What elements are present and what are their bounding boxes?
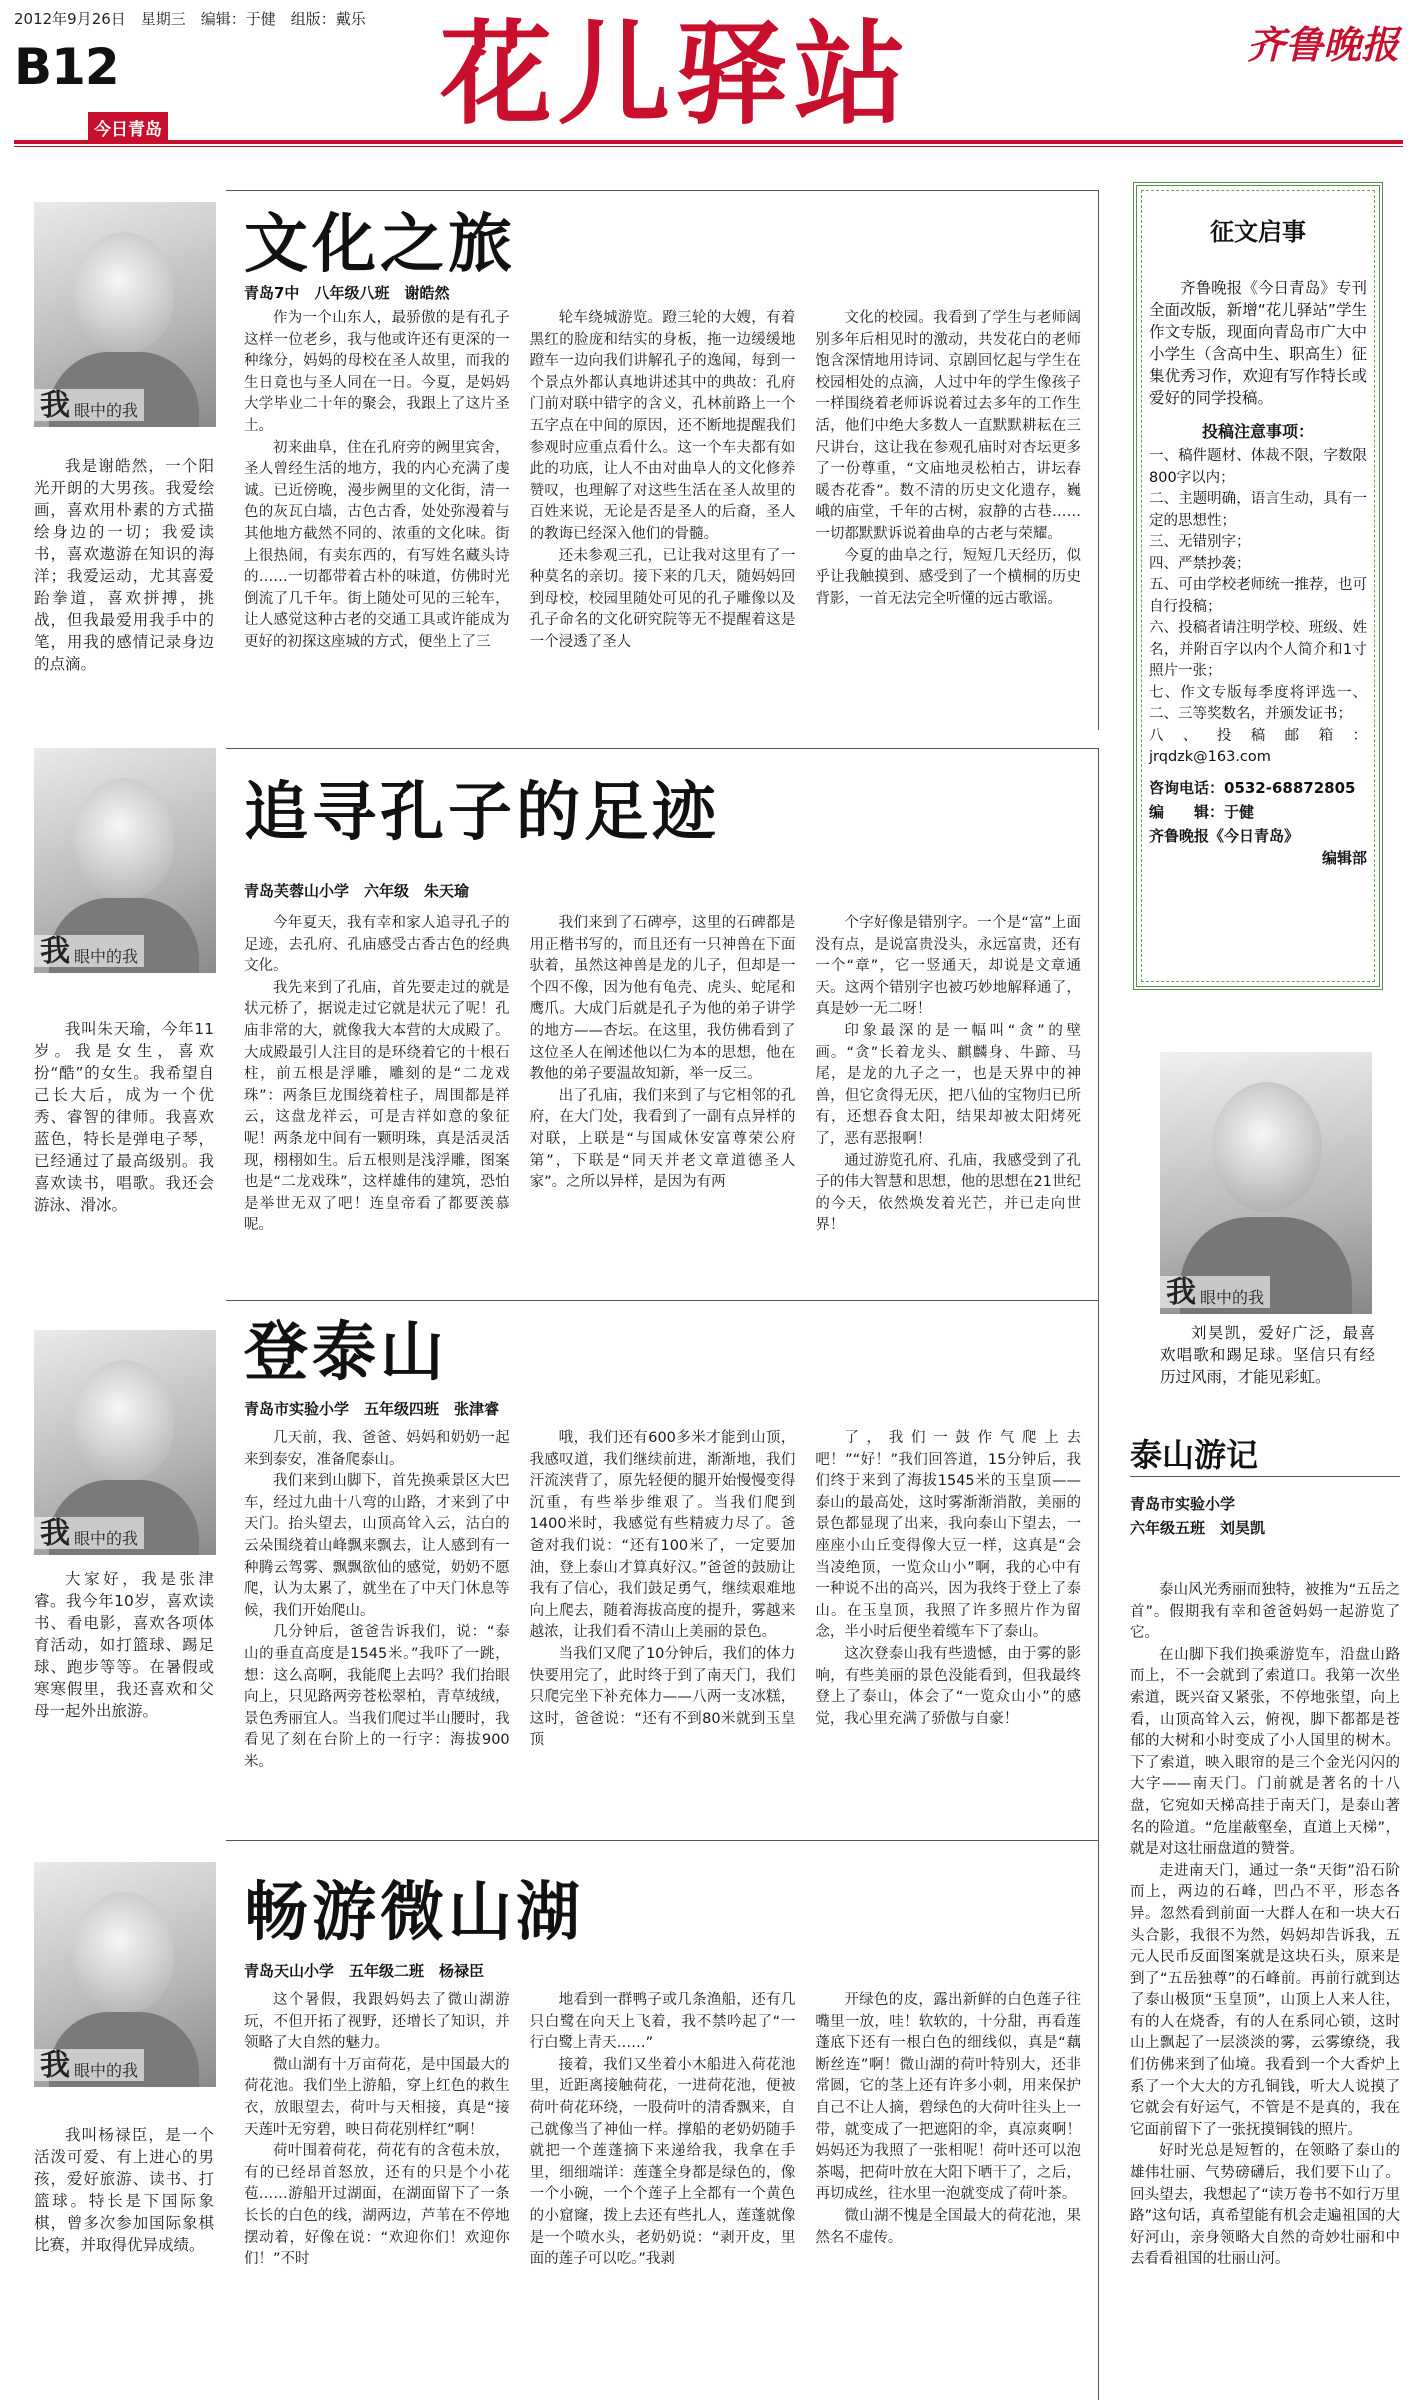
article-byline: 青岛市实验小学 五年级四班 张津睿 [244,1400,500,1418]
notice-title: 征文启事 [1210,218,1306,246]
article-byline: 青岛7中 八年级八班 谢皓然 [244,284,450,302]
body-column: 今年夏天，我有幸和家人追寻孔子的足迹，去孔府、孔庙感受古香古色的经典文化。 我先来到了孔庙，首先要走过的就是状元桥了，据说走过它就是状元了呢！孔庙非常的大，就像我大本营的大成殿了。大成殿最引人注目的是环绕着它的十根石柱，前五根是浮雕，雕刻的是“二龙戏珠”：两条巨龙围绕着柱子，周围都是祥云，这盘龙祥云，可是吉祥如意的象征呢！两条龙中间有一颗明珠，真是活灵活现，栩栩如生。后五根则是浅浮雕，图案也是“二龙戏珠”，这样雄伟的建筑，恐怕是举世无双了吧！连皇帝看了都要羡慕呢。 [244,915,510,1234]
author-photo [34,202,216,427]
article-1 [14,190,1099,730]
notice-intro: 齐鲁晚报《今日青岛》专刊全面改版，新增“花儿驿站”学生作文专版，现面向青岛市广大中小学生（含高中生、职高生）征集优秀习作，欢迎有写作特长或爱好的同学投稿。 [1149,279,1367,407]
author-bio: 刘昊凯，爱好广泛，最喜欢唱歌和踢足球。坚信只有经历过风雨，才能见彩虹。 [1160,1324,1375,1386]
author-bio: 我叫杨禄臣，是一个活泼可爱、有上进心的男孩，爱好旅游、读书、打篮球。特长是下国际象棋，曾多次参加国际象棋比赛，并取得优异成绩。 [34,2126,214,2254]
body-column: 我们来到了石碑亭，这里的石碑都是用正楷书写的，而且还有一只神兽在下面驮着，虽然这神兽是龙的儿子，但却是一个四不像，因为他有龟壳、虎头、蛇尾和鹰爪。大成门后就是孔子为他的弟子讲学的地方——杏坛。在这里，我仿佛看到了这位圣人在阐述他以仁为本的思想，他在教他的弟子要温故知新，举一反三。 出了孔庙，我们来到了与它相邻的孔府，在大门处，我看到了一副有点异样的对联，上联是“与国咸休安富尊荣公府第”，下联是“同天并老文章道德圣人家”。之所以异样，是因为有两 [529,915,796,1191]
header-rule-thin [14,146,1403,147]
notice-rule: 二、主题明确，语言生动，具有一定的思想性； [1149,491,1367,529]
author-photo [1160,1052,1372,1314]
author-photo [34,1862,216,2087]
body-column: 这个暑假，我跟妈妈去了微山湖游玩，不但开拓了视野，还增长了知识，并领略了大自然的魅力。 微山湖有十万亩荷花，是中国最大的荷花池。我们坐上游船，穿上红色的救生衣，放眼望去，荷叶与天相接，真是“接天莲叶无穷碧，映日荷花别样红”啊！ 荷叶围着荷花，荷花有的含苞未放，有的已经昂首怒放，还有的只是个小花苞……游船开过湖面，在湖面留下了一条长长的白色的线，湖两边，芦苇在不停地摆动着，好像在说：“欢迎你们！欢迎你们！”不时 [244,1992,510,2268]
body-column: 轮车绕城游览。蹬三轮的大嫂，有着黑红的脸庞和结实的身板，拖一边缓缓地蹬车一边向我们讲解孔子的逸闻，每到一个景点外都认真地讲述其中的典故：孔府门前对联中错字的含义，孔林前路上一个五字点在中间的原因，还不断地提醒我们参观时应重点看什么。这一个车夫都有如此的功底，让人不由对曲阜人的文化修养赞叹，也理解了对这些生活在圣人故里的百姓来说，无论是否是圣人的后裔，圣人的教诲已经深入他们的骨髓。 还未参观三孔，已让我对这里有了一种莫名的亲切。接下来的几天，随妈妈回到母校，校园里随处可见的孔子雕像以及孔子命名的文化研究院等无不提醒着这是一个浸透了圣人 [529,310,796,650]
photo-caption: 我 眼中的我 [34,1517,144,1549]
notice-rule: 三、无错别字； [1149,534,1251,550]
article-byline: 青岛天山小学 五年级二班 杨禄臣 [244,1962,485,1980]
body-column: 文化的校园。我看到了学生与老师阔别多年后相见时的激动，共发花白的老师饱含深情地用诗词、京剧回忆起与学生在校园相处的点滴，人过中年的学生像孩子一样围绕着老师诉说着过去多年的工作生活，他们中绝大多数人一直默默耕耘在三尺讲台，这让我在参观孔庙时对杏坛更多了一份尊重，“文庙地灵松柏古，讲坛春暖杏花香”。数不清的历史文化遗存，巍峨的庙堂，千年的古树，寂静的古巷……一切都默默诉说着曲阜的古老与荣耀。 今夏的曲阜之行，短短几天经历，似乎让我触摸到、感受到了一个横桐的历史背影，一首无法完全听懂的远古歌谣。 [815,310,1081,607]
notice-rules-title: 投稿注意事项： [1201,422,1314,441]
photo-caption: 我 眼中的我 [34,2049,144,2081]
photo-caption: 我 眼中的我 [1160,1276,1270,1308]
call-for-submissions [1133,182,1383,990]
photo-caption: 我 眼中的我 [34,935,144,967]
page-number: B12 [14,38,119,96]
article-title: 追寻孔子的足迹 [244,775,720,850]
sidebar-article-body: 泰山风光秀丽而独特，被推为“五岳之首”。假期我有幸和爸爸妈妈一起游览了它。 在山脚下我们换乘游览车，沿盘山路而上，不一会就到了索道口。我第一次坐索道，既兴奋又紧张，不停地张望，向上看，山顶高耸入云，俯视，脚下都都是苍郁的大树和小时变成了小人国里的树木。下了索道，映入眼帘的是三个金光闪闪的大字——南天门。门前就是著名的十八盘，它宛如天梯高挂于南天门，是泰山著名的险道。“危崖蔽壑垒，直道上天梯”，就是对这壮丽盘道的赞誉。 走进南天门，通过一条“天街”沿石阶而上，两边的石峰，凹凸不平，形态各异。忽然看到前面一大群人在和一块大石头合影，我很不为然，妈妈却告诉我，五元人民币反面图案就是这块石头，原来是到了“五岳独尊”的石峰前。再前行就到达了泰山极顶“玉皇顶”，山顶上人来人往，有的人在烧香，有的人在系同心锁，这时山上飘起了一层淡淡的雾，云雾缭绕，我们仿佛来到了仙境。我看到一个大香炉上系了一个大大的方孔铜钱，听大人说摸了它就会有好运气，不管是不是真的，我在它面前留下了一张抚摸铜钱的照片。 好时光总是短暂的，在领略了泰山的雄伟壮丽、气势磅礴后，我们要下山了。回头望去，我想起了“读万卷书不如行万里路”这句话，真希望能有机会走遍祖国的大好河山，亲身领略大自然的奇妙壮丽和中去看看祖国的壮丽山河。 [1130,1582,1400,2268]
sidebar-title-rule [1130,1476,1400,1477]
article-title: 登泰山 [244,1315,448,1390]
notice-rule: 五、可由学校老师统一推荐，也可自行投稿； [1149,577,1367,615]
author-bio: 我叫朱天瑜，今年11岁。我是女生，喜欢扮“酷”的女生。我希望自己长大后，成为一个优秀、睿智的律师。我喜欢蓝色，特长是弹电子琴，已经通过了最高级别。我喜欢读书，唱歌。我还会游泳、滑冰。 [34,1020,214,1214]
sidebar-article-byline: 青岛市实验小学 六年级五班 刘昊凯 [1130,1495,1266,1537]
body-column: 哦，我们还有600多米才能到山顶，我感叹道，我们继续前进，渐渐地，我们汗流浃背了，原先轻便的腿开始慢慢变得沉重，有些举步维艰了。当我们爬到1400米时，我感觉有些精疲力尽了。爸爸对我们说：“还有100米了，一定要加油，登上泰山才算真好汉。”爸爸的鼓励让我有了信心，我们鼓足勇气，继续艰难地向上爬去，随着海拔高度的提升，雾越来越浓，让我们看不清山上美丽的景色。 当我们又爬了10分钟后，我们的体力快要用完了，此时终于到了南天门，我们只爬完坐下补充体力——八两一支冰糕，这时，爸爸说：“还有不到80米就到玉皇顶 [529,1430,796,1749]
article-3 [14,1300,1099,1840]
notice-rule: 六、投稿者请注明学校、班级、姓名，并附百字以内个人简介和1寸照片一张； [1149,620,1367,679]
section-badge: 今日青岛 [88,112,168,142]
notice-rule: 一、稿件题材、体裁不限，字数限800字以内； [1149,448,1367,486]
article-title: 畅游微山湖 [244,1875,584,1950]
author-photo [34,748,216,973]
photo-caption: 我 眼中的我 [34,389,144,421]
body-column: 个字好像是错别字。一个是“富”上面没有点，是说富贵没头，永远富贵，还有一个“章”，它一竖通天，却说是文章通天。这两个错别字也被巧妙地解释通了，真是妙一无二呀！ 印象最深的是一幅叫“贪”的壁画。“贪”长着龙头、麒麟身、牛蹄、马尾，是龙的九子之一，也是天界中的神兽，但它贪得无厌，把八仙的宝物归已所有，还想吞食太阳，结果却被太阳烤死了，恶有恶报啊！ 通过游览孔府、孔庙，我感受到了孔子的伟大智慧和思想，他的思想在21世纪的今天，依然焕发着光芒，并已走向世界！ [815,915,1081,1234]
notice-email: 八、投稿邮箱：jrqdzk@163.com [1149,727,1367,765]
body-column: 几天前，我、爸爸、妈妈和奶奶一起来到泰安，准备爬泰山。 我们来到山脚下，首先换乘景区大巴车，经过九曲十八弯的山路，才来到了中天门。抬头望去，山顶高耸入云，沽白的云朵围绕着山峰飘来飘去，让人感到有一种腾云驾雾、飘飘欲仙的感觉，奶奶不愿爬，认为太累了，就坐在了中天门休息等候，我们开始爬山。 几分钟后，爸爸告诉我们，说：“泰山的垂直高度是1545米。”我吓了一跳，想：这么高啊，我能爬上去吗？我们抬眼向上，只见路两旁苍松翠柏，青草绒绒，景色秀丽宜人。当我们爬过半山腰时，我看见了刻在台阶上的一行字：海拔900米。 [244,1430,510,1770]
notice-rule: 七、作文专版每季度将评选一、二、三等奖数名，并颁发证书； [1149,684,1367,722]
notice-editor: 编 辑：于健 [1149,802,1255,821]
article-byline: 青岛芙蓉山小学 六年级 朱天瑜 [244,882,470,900]
notice-rule: 四、严禁抄袭； [1149,555,1251,572]
page-title: 花儿驿站 [440,9,912,140]
brand-logo: 齐鲁晚报 [1246,22,1399,67]
author-bio: 我是谢皓然，一个阳光开朗的大男孩。我爱绘画，喜欢用朴素的方式描绘身边的一切；我爱读书，喜欢遨游在知识的海洋；我爱运动，尤其喜爱跆拳道，喜欢拼搏，挑战，但我最爱用我手中的笔，用我的感情记录身边的点滴。 [34,457,214,673]
article-title: 文化之旅 [244,207,516,282]
body-column: 开绿色的皮，露出新鲜的白色莲子往嘴里一放，哇！软软的，十分甜，再看莲蓬底下还有一根白色的细线似，真是“藕断丝连”啊！微山湖的荷叶特别大，还非常圆，它的茎上还有许多小刺，用来保护自己不让人摘，碧绿色的大荷叶往头上一带，就变成了一把遮阳的伞，真凉爽啊！妈妈还为我照了一张相呢！荷叶还可以泡茶喝，把荷叶放在大阳下晒干了，之后，再切成丝，往水里一泡就变成了荷叶茶。 微山湖不愧是全国最大的荷花池，果然名不虚传。 [815,1992,1081,2246]
date-line: 2012年9月26日 星期三 编辑：于健 组版：戴乐 [14,10,366,28]
article-4 [14,1840,1099,2400]
body-column: 地看到一群鸭子或几条渔船，还有几只白鹭在向天上飞着，我不禁吟起了“一行白鹭上青天……” 接着，我们又坐着小木船进入荷花池里，近距离接触荷花，一进荷花池，便被荷叶荷花环绕，一股荷叶的清香飘来，自己就像当了神仙一样。撑船的老奶奶随手就把一个莲蓬摘下来递给我，我拿在手里，细细端详：莲蓬全身都是绿色的，像一个小碗，一个个莲子上全都有一个黄色的小窟窿，拨上去还有些扎人，莲蓬就像是一个喷水头，老奶奶说：“剥开皮，里面的莲子可以吃。”我剥 [529,1992,796,2268]
sidebar-article-title: 泰山游记 [1130,1436,1259,1474]
body-column: 作为一个山东人，最骄傲的是有孔子这样一位老乡，我与他或许还有更深的一种缘分，妈妈的母校在圣人故里，而我的生日竟也与圣人同在一日。今夏，是妈妈大学毕业二十年的聚会，我跟上了这片圣土。 初来曲阜，住在孔府旁的阙里宾舍，圣人曾经生活的地方，我的内心充满了虔诚。已近傍晚，漫步阙里的文化街，清一色的灰瓦白墙，古色古香，处处弥漫着与其他地方截然不同的、浓重的文化味。街上很热闹，有卖东西的，有写姓名藏头诗的……一切都带着古朴的味道，仿佛时光倒流了几千年。街上随处可见的三轮车，让人感觉这种古老的交通工具或许能成为更好的初探这座城的方式，便坐上了三 [244,310,510,650]
body-column: 了，我们一鼓作气爬上去吧！”“好！”我们回答道，15分钟后，我们终于来到了海拔1545米的玉皇顶——泰山的最高处，这时雾渐渐消散，美丽的景色都显现了出来，我向泰山下望去，一座座小山丘变得像大豆一样，这真是“会当凌绝顶，一览众山小”啊，我的心中有一种说不出的高兴，因为我终于登上了泰山。在玉皇顶，我照了许多照片作为留念，半小时后便坐着缆车下了泰山。 这次登泰山我有些遗憾，由于雾的影响，有些美丽的景色没能看到，但我最终登上了泰山，体会了“一览众山小”的感觉，我心里充满了骄傲与自豪！ [815,1430,1081,1727]
notice-sign-dept: 编辑部 [1321,848,1367,867]
article-2 [14,748,1099,1308]
article-body [244,1428,1081,1774]
article-body [244,308,1081,654]
author-photo [34,1330,216,1555]
article-body [244,1990,1081,2271]
author-bio: 大家好，我是张津睿。我今年10岁，喜欢读书、看电影，喜欢各项体育活动，如打篮球、踢足球、跑步等等。在暑假或寒寒假里，我还喜欢和父母一起外出旅游。 [34,1570,214,1720]
notice-sign: 齐鲁晚报《今日青岛》 [1149,826,1300,845]
article-body [244,913,1081,1237]
notice-phone: 咨询电话：0532-68872805 [1149,778,1356,797]
